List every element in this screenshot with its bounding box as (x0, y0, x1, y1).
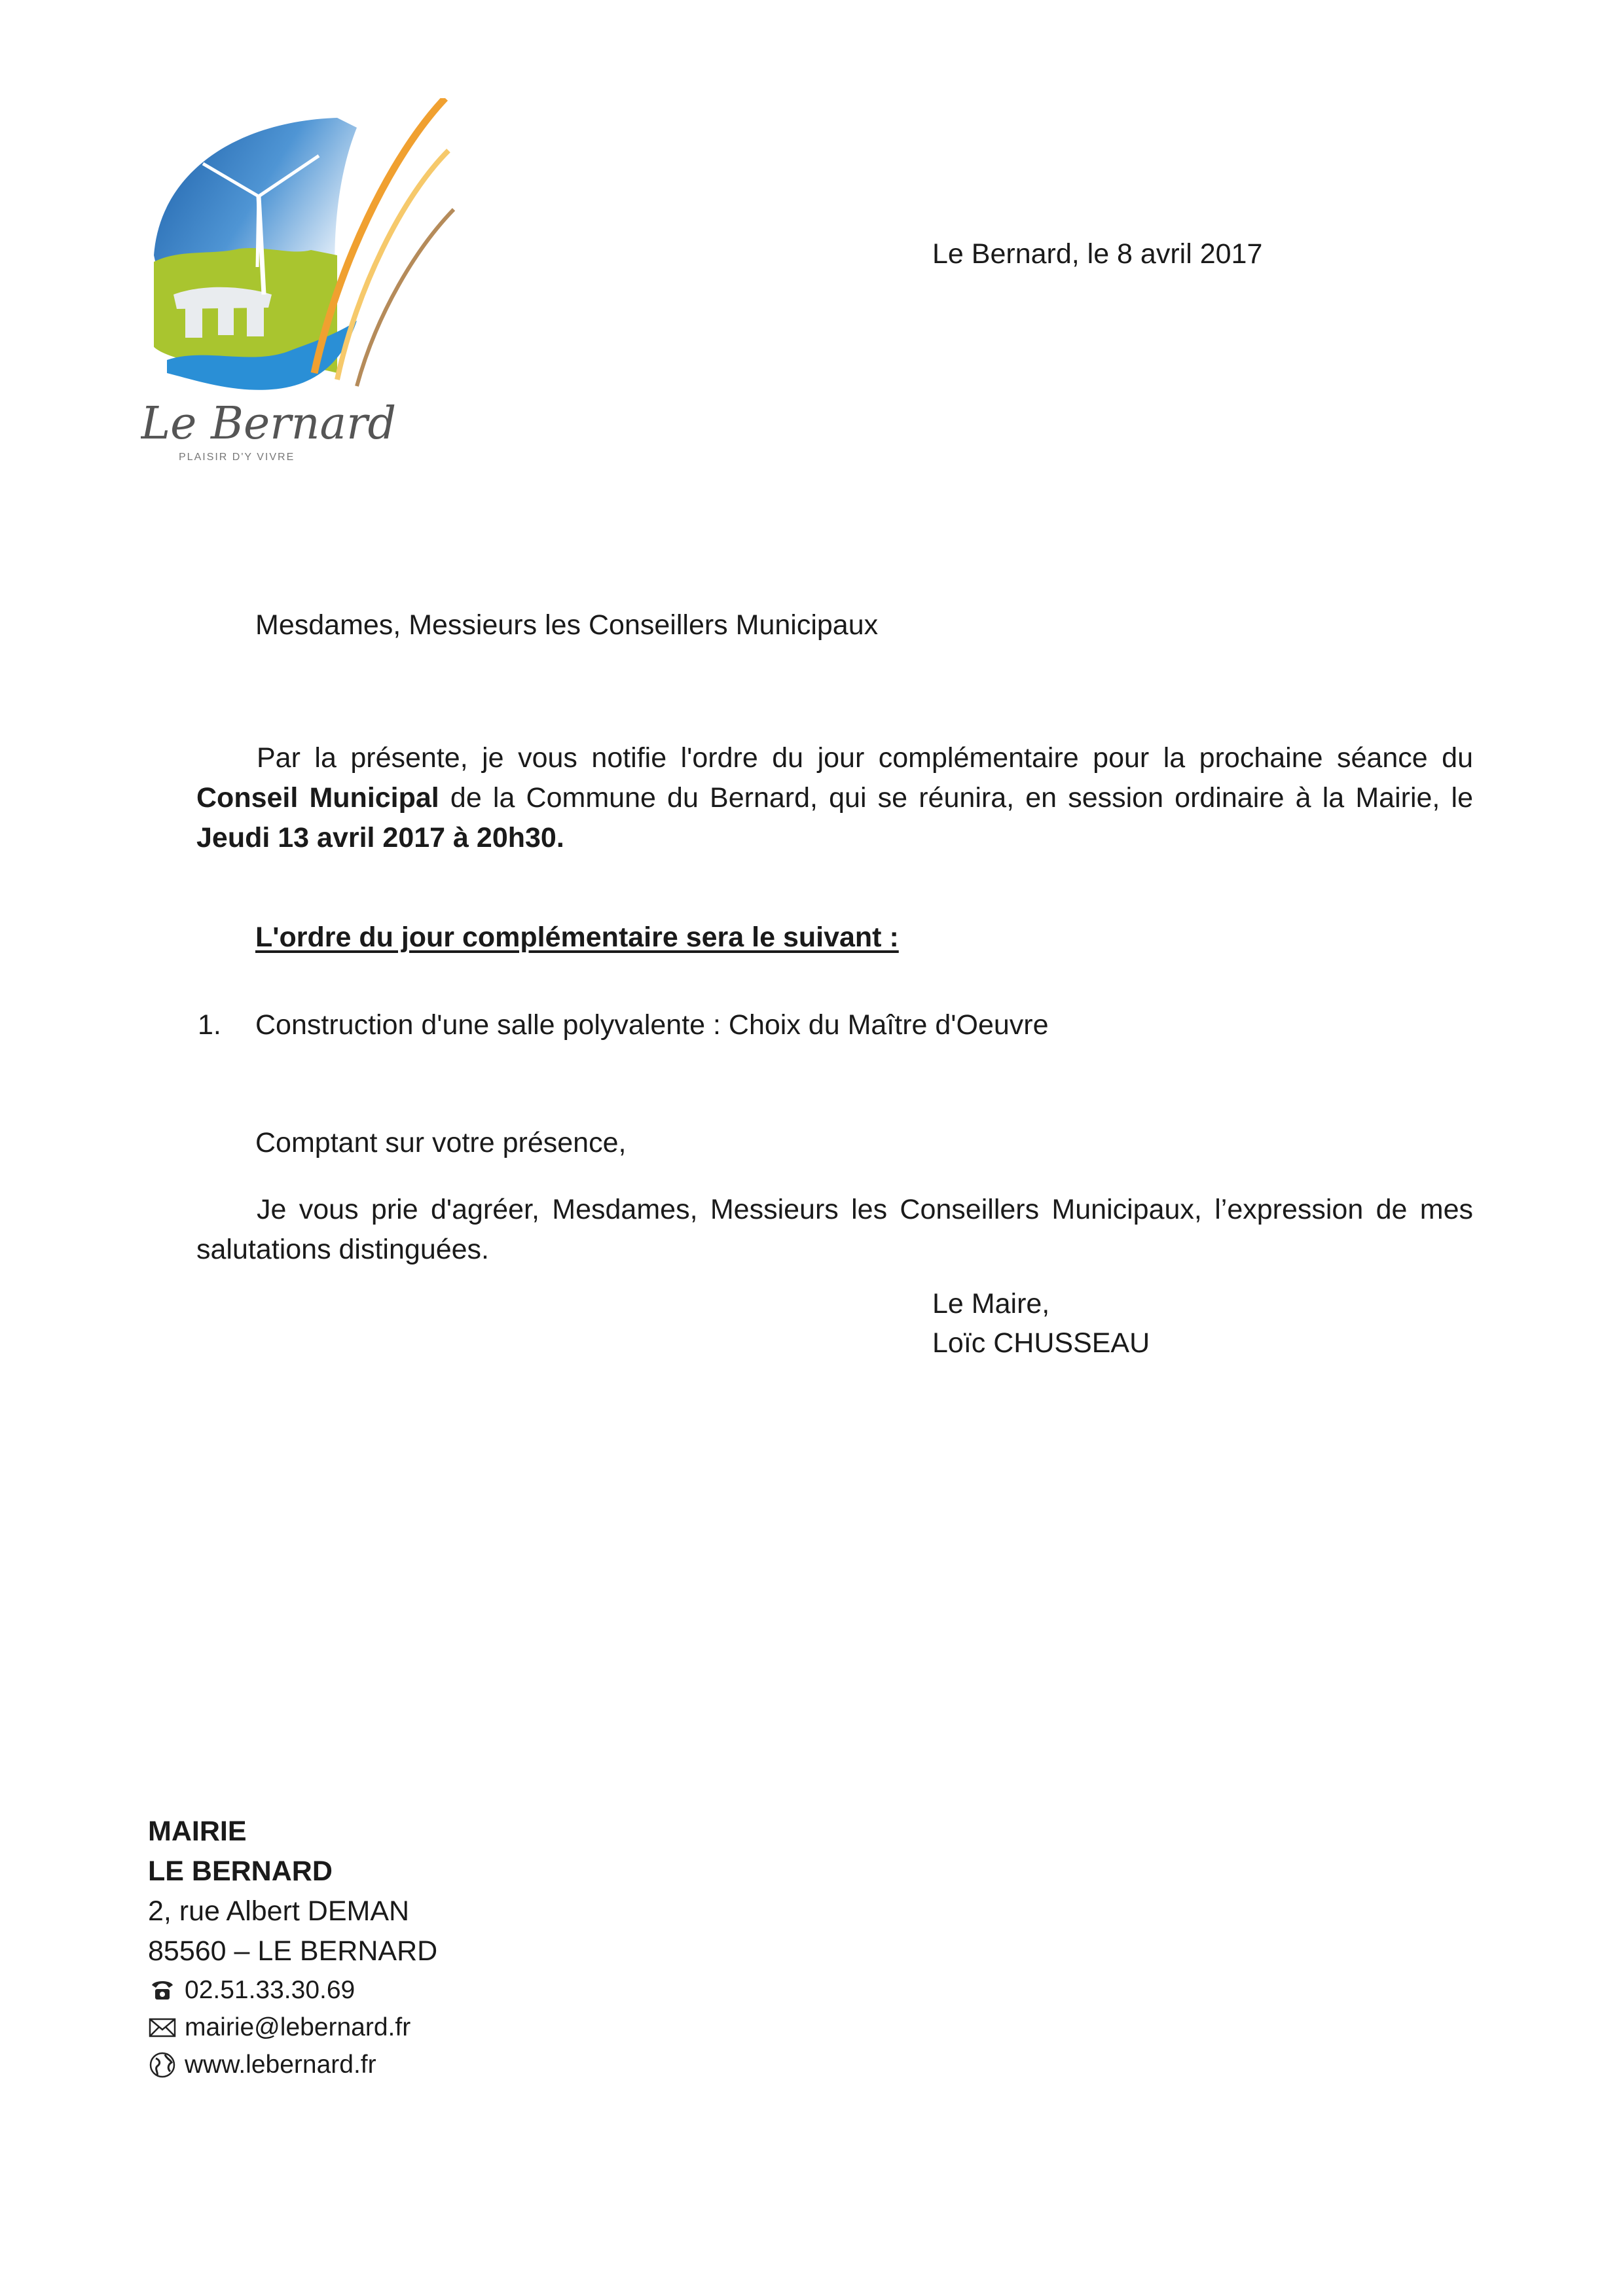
intro-bold-council: Conseil Municipal (196, 782, 439, 814)
date-line: Le Bernard, le 8 avril 2017 (932, 238, 1263, 270)
arc-brown (357, 209, 454, 386)
intro-text-2: de la Commune du Bernard, qui se réunira, en session ordinaire à la Mairie, le (439, 782, 1473, 814)
signature-name: Loïc CHUSSEAU (932, 1327, 1150, 1359)
dolmen-pillar-left (185, 306, 202, 338)
envelope-icon (148, 2013, 177, 2042)
footer-phone-row (148, 1971, 437, 2009)
agenda-item-number: 1. (198, 1009, 221, 1041)
signature-title: Le Maire, (932, 1288, 1050, 1319)
intro-paragraph (196, 738, 1473, 858)
footer-website-row (148, 2046, 437, 2083)
telephone-icon (148, 1976, 177, 2005)
footer-email[interactable]: mairie@lebernard.fr (185, 2013, 411, 2041)
footer-phone[interactable]: 02.51.33.30.69 (185, 1976, 356, 2004)
logo-tagline: PLAISIR D'Y VIVRE (179, 452, 295, 463)
arc-yellow (337, 151, 448, 380)
closing-formula: Je vous prie d'agréer, Mesdames, Messieurs les Conseillers Municipaux, l’expression de mes salutations distinguées. (196, 1194, 1473, 1265)
footer-contact (148, 1812, 437, 2083)
footer-mairie: MAIRIE (148, 1816, 247, 1847)
footer-town: LE BERNARD (148, 1856, 333, 1887)
agenda-item-text: Construction d'une salle polyvalente : Choix du Maître d'Oeuvre (255, 1009, 1049, 1041)
logo-graphic (141, 98, 455, 465)
closing-paragraph (196, 1190, 1473, 1270)
intro-bold-date: Jeudi 13 avril 2017 à 20h30. (196, 822, 564, 853)
footer-email-row (148, 2009, 437, 2046)
logo-le-bernard (141, 98, 455, 465)
dolmen-pillar-middle (218, 306, 234, 335)
salutation: Mesdames, Messieurs les Conseillers Municipaux (255, 609, 879, 641)
closing-line: Comptant sur votre présence, (255, 1127, 627, 1158)
footer-website[interactable]: www.lebernard.fr (185, 2051, 376, 2079)
dolmen-pillar-right (247, 306, 264, 336)
footer-address: 2, rue Albert DEMAN (148, 1895, 410, 1927)
turbine-blade (257, 196, 259, 267)
globe-icon (148, 2051, 177, 2079)
agenda-heading: L'ordre du jour complémentaire sera le suivant : (255, 922, 899, 953)
intro-text-1: Par la présente, je vous notifie l'ordre du jour complémentaire pour la prochaine séance du (257, 742, 1473, 774)
logo-wordmark: Le Bernard (141, 398, 397, 450)
footer-city: 85560 – LE BERNARD (148, 1935, 438, 1967)
